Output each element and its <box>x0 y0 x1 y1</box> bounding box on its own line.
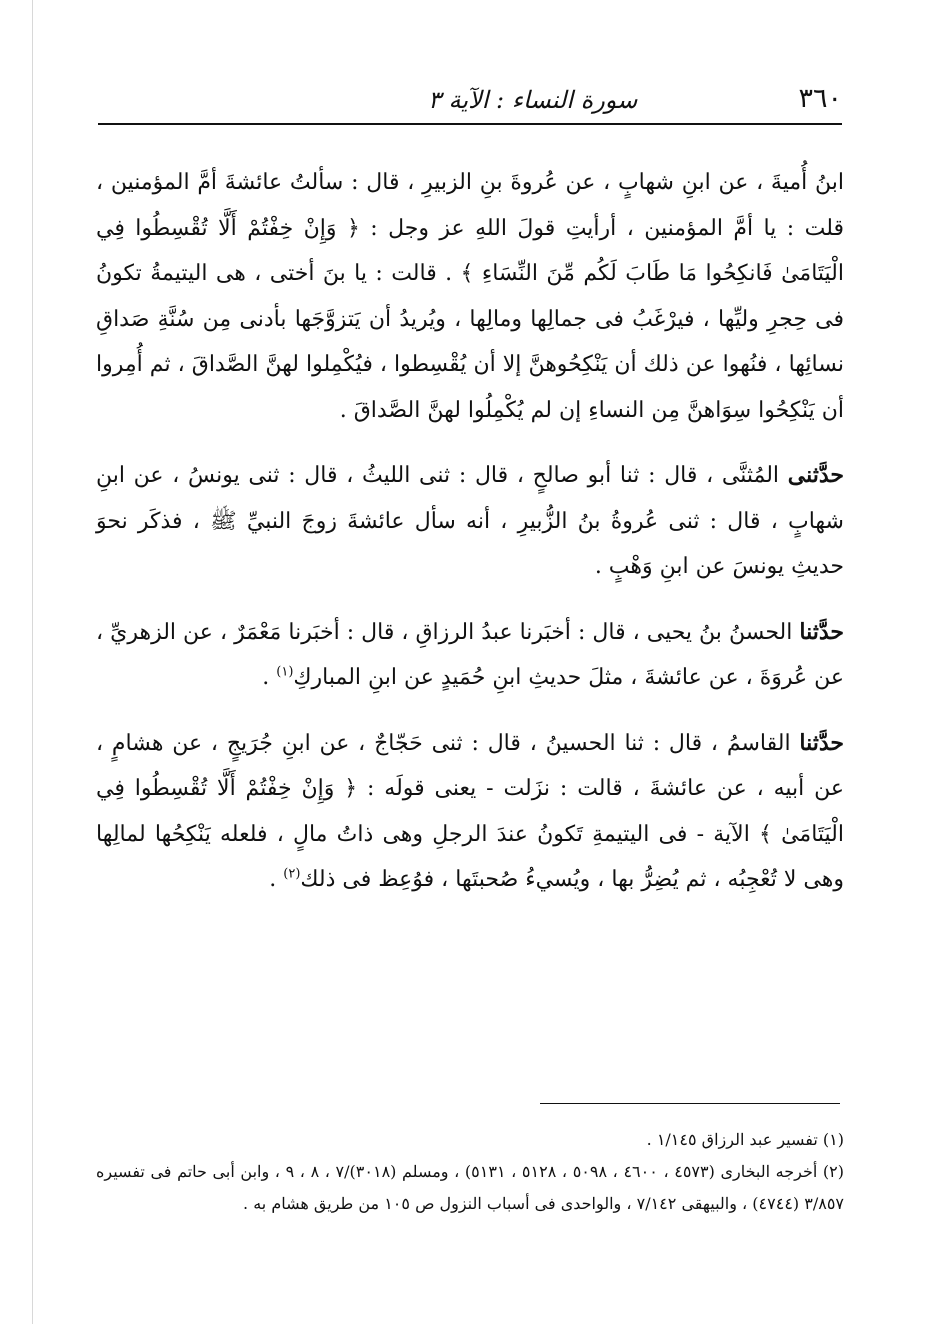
paragraph-lead: حدَّثنا <box>799 729 844 756</box>
footnote-2: (٢) أخرجه البخارى (٤٥٧٣ ، ٤٦٠٠ ، ٥٠٩٨ ، ٥١٢٨ ، ٥١٣١) ، ومسلم (٣٠١٨)/٧ ، ٨ ، ٩ ، وابن أبى حاتم فى تفسيره ٣/٨٥٧ (٤٧٤٤) ، والبيهقى ٧/١٤٢ ، والواحدى فى أسباب النزول ص ١٠٥ من طريق هشام به . <box>96 1162 844 1213</box>
main-text <box>96 160 844 923</box>
paragraph-body: الحسنُ بنُ يحيى ، قال : أخبَرنا عبدُ الرزاقِ ، قال : أخبَرنا مَعْمَرٌ ، عن الزهريِّ ، عن عُروَةَ ، عن عائشةَ ، مثلَ حديثِ ابنِ حُمَيدٍ عن ابنِ المباركِ <box>96 619 844 690</box>
page-edge-line <box>32 0 33 1324</box>
paragraph-body: ابنُ أُميةَ ، عن ابنِ شهابٍ ، عن عُروةَ بنِ الزبيرِ ، قال : سألتُ عائشةَ أمَّ المؤمنين ، قلت : يا أمَّ المؤمنين ، أرأيتِ قولَ اللهِ عز وجل : ﴿ وَإِنْ خِفْتُمْ أَلَّا تُقْسِطُوا فِي الْيَتَامَىٰ فَانكِحُوا مَا طَابَ لَكُم مِّنَ النِّسَاءِ ﴾ . قالت : يا بنَ أختى ، هى اليتيمةُ تكونُ فى حِجرِ وليِّها ، فيرْغَبُ فى جمالِها ومالِها ، ويُريدُ أن يَتزوَّجَها بأدنى مِن سُنَّةِ صَداقِ نسائِها ، فنُهوا عن ذلك أن يَنْكِحُوهنَّ إلا أن يُقْسِطوا ، فيُكْمِلوا لهنَّ الصَّداقَ ، ثم أُمِروا أن يَنْكِحُوا سِوَاهنَّ مِن النساءِ إن لم يُكْمِلُوا لهنَّ الصَّداقَ . <box>96 170 844 423</box>
running-title: سورة النساء : الآية ٣ <box>428 86 638 114</box>
paragraph-body: المُثنَّى ، قال : ثنا أبو صالحٍ ، قال : ثنى الليثُ ، قال : ثنى يونسُ ، عن ابنِ شهابٍ ، قال : ثنى عُروةُ بنُ الزُّبيرِ ، أنه سأل عائشةَ زوجَ النبيِّ ﷺ ، فذكَر نحوَ حديثِ يونسَ عن ابنِ وَهْبٍ . <box>96 463 844 579</box>
paragraph-lead: حدَّثنا <box>799 618 844 645</box>
page-header <box>98 62 842 114</box>
paragraph-2 <box>96 453 844 590</box>
paragraph-lead: حدَّثنى <box>787 462 844 488</box>
header-rule <box>98 123 842 125</box>
footnote-1: (١) تفسير عبد الرزاق ١/١٤٥ . <box>646 1130 844 1149</box>
footnotes <box>96 1124 844 1220</box>
paragraph-body: القاسمُ ، قال : ثنا الحسينُ ، قال : ثنى حَجّاجٌ ، عن ابنِ جُرَيجٍ ، عن هشامٍ ، عن أبيه ، عن عائشةَ ، قالت : نزَلت - يعنى قولَه : ﴿ وَإِنْ خِفْتُمْ أَلَّا تُقْسِطُوا فِي الْيَتَامَىٰ ﴾ الآية - فى اليتيمةِ تَكونُ عندَ الرجلِ وهى ذاتُ مالٍ ، فلعله يَنْكِحُها لمالِها وهى لا تُعْجِبُه ، ثم يُضِرُّ بها ، ويُسيءُ صُحبتَها ، فوُعِظ فى ذلك <box>96 730 844 892</box>
footnote-marker[interactable]: (١) <box>276 664 294 680</box>
paragraph-3: حدَّثنا الحسنُ بنُ يحيى ، قال : أخبَرنا عبدُ الرزاقِ ، قال : أخبَرنا مَعْمَرٌ ، عن الزهريِّ ، عن عُروَةَ ، عن عائشةَ ، مثلَ حديثِ ابنِ حُمَيدٍ عن ابنِ المباركِ$^{(١)}$ . <box>96 618 844 690</box>
page-number: ٣٦٠ <box>798 83 842 114</box>
paragraph-4: حدَّثنا القاسمُ ، قال : ثنا الحسينُ ، قال : ثنى حَجّاجٌ ، عن ابنِ جُرَيجٍ ، عن هشامٍ ، عن أبيه ، عن عائشةَ ، قالت : نزَلت - يعنى قولَه : ﴿ وَإِنْ خِفْتُمْ أَلَّا تُقْسِطُوا فِي الْيَتَامَىٰ ﴾ الآية - فى اليتيمةِ تَكونُ عندَ الرجلِ وهى ذاتُ مالٍ ، فلعله يَنْكِحُها لمالِها وهى لا تُعْجِبُه ، ثم يُضِرُّ بها ، ويُسيءُ صُحبتَها ، فوُعِظ فى ذلك$^{(٢)}$ . <box>96 729 844 892</box>
footnote-marker[interactable]: (٢) <box>283 866 301 882</box>
footnote-separator <box>540 1103 840 1104</box>
paragraph-1 <box>96 160 844 433</box>
